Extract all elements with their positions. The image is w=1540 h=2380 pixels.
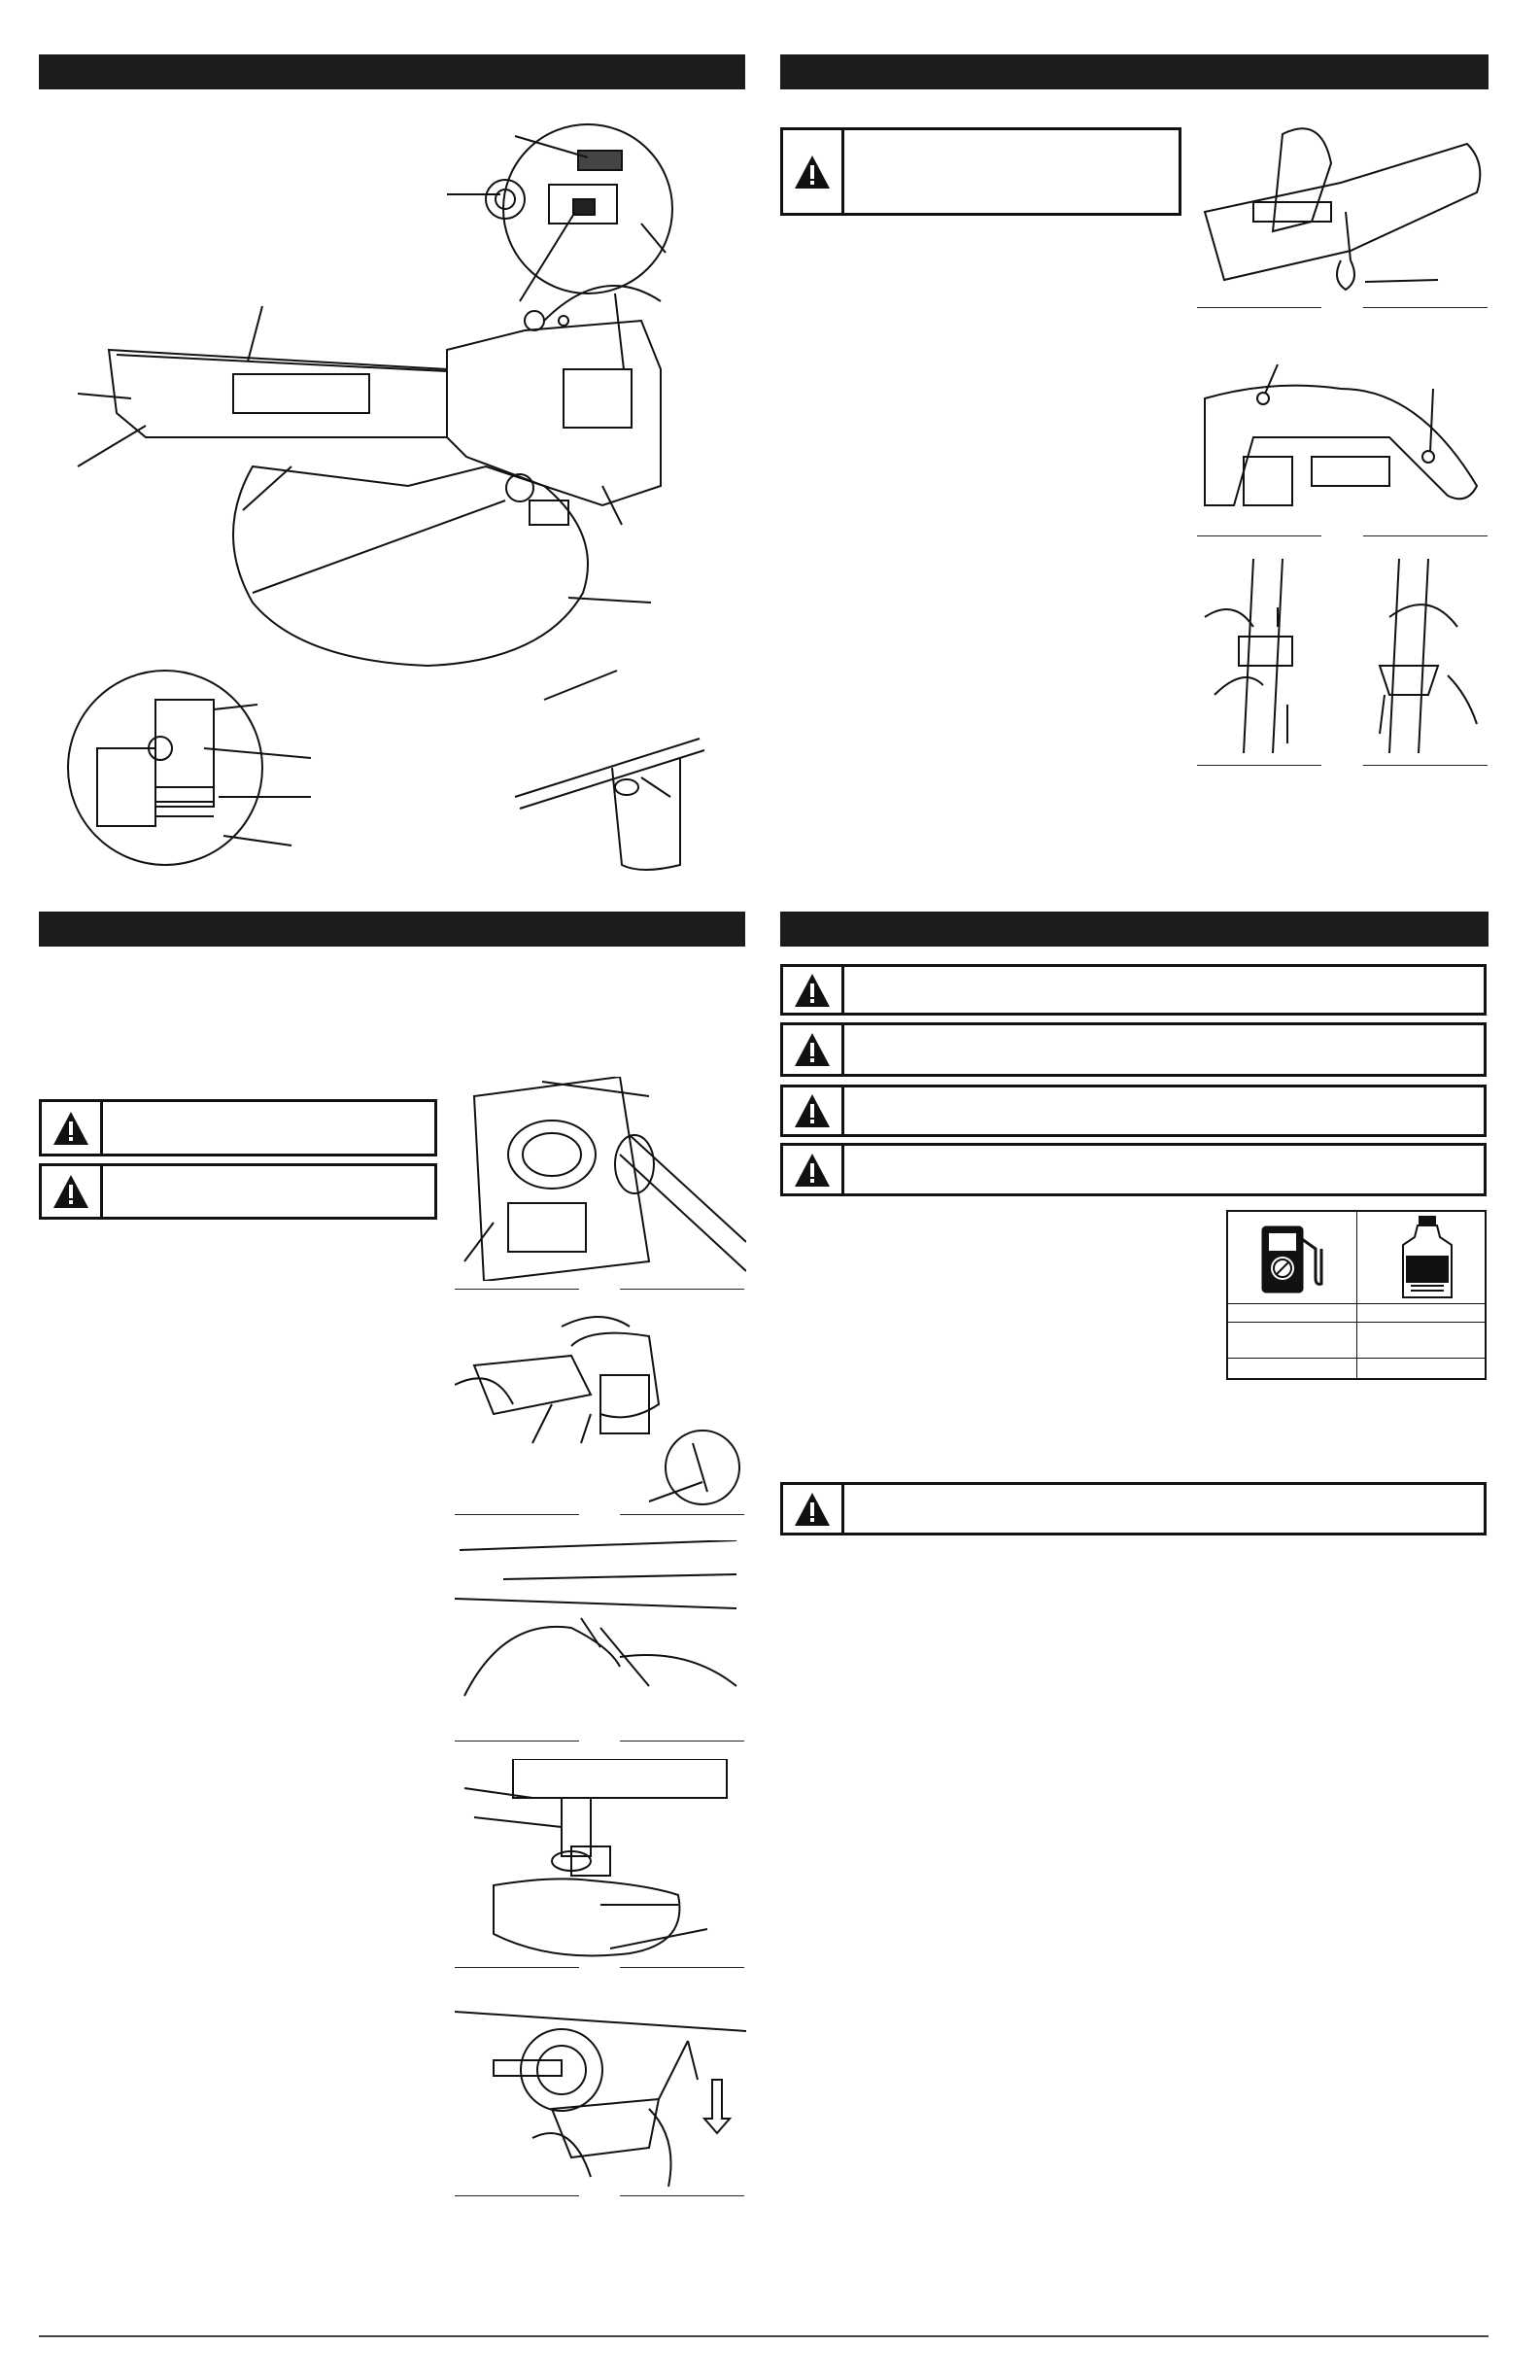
assembly-figure-3 <box>455 1540 746 1735</box>
warning-triangle-icon <box>783 1087 844 1134</box>
table-row-divider <box>1228 1322 1485 1323</box>
assembly-figure-4 <box>455 1759 746 1963</box>
figure-caption-rule <box>1197 535 1321 536</box>
warning-box-fuel-5 <box>780 1482 1487 1535</box>
assembly-figure-2 <box>455 1307 746 1511</box>
figure-caption-rule <box>455 1967 579 1968</box>
footer-rule <box>39 2335 1489 2337</box>
figure-caption-rule <box>1197 307 1321 308</box>
warning-box-assembly-2 <box>39 1163 437 1220</box>
figure-caption-rule <box>620 2195 744 2196</box>
figure-caption-rule <box>620 1741 744 1742</box>
table-row-divider <box>1228 1358 1485 1359</box>
strap-figure-1 <box>1195 105 1487 299</box>
fuel-mix-table <box>1226 1210 1487 1380</box>
parts-diagram <box>58 117 748 884</box>
warning-box-fuel-4 <box>780 1143 1487 1196</box>
warning-triangle-icon <box>42 1102 103 1154</box>
warning-triangle-icon <box>783 1025 844 1074</box>
assembly-figure-5 <box>455 1992 746 2187</box>
warning-box-fuel-2 <box>780 1022 1487 1077</box>
figure-caption-rule <box>620 1514 744 1515</box>
warning-box-assembly-1 <box>39 1099 437 1156</box>
strap-figure-3 <box>1195 559 1487 758</box>
figure-caption-rule <box>1363 307 1488 308</box>
figure-caption-rule <box>455 2195 579 2196</box>
assembly-figure-1 <box>455 1077 746 1281</box>
strap-figure-2 <box>1195 360 1487 525</box>
figure-caption-rule <box>455 1514 579 1515</box>
warning-triangle-icon <box>783 1485 844 1533</box>
warning-box-fuel-3 <box>780 1085 1487 1137</box>
table-row-divider <box>1228 1303 1485 1304</box>
figure-caption-rule <box>1197 765 1321 766</box>
warning-triangle-icon <box>783 130 844 213</box>
section-header-fueling <box>780 912 1489 947</box>
section-header-parts <box>39 54 745 89</box>
figure-caption-rule <box>1363 765 1488 766</box>
table-divider <box>1356 1212 1357 1378</box>
figure-caption-rule <box>455 1289 579 1290</box>
figure-caption-rule <box>1363 535 1488 536</box>
section-header-strap <box>780 54 1489 89</box>
warning-box-fuel-1 <box>780 964 1487 1016</box>
fuel-pump-icon <box>1255 1220 1333 1297</box>
warning-box-strap <box>780 127 1181 216</box>
oil-bottle-icon <box>1393 1216 1461 1299</box>
figure-caption-rule <box>620 1967 744 1968</box>
section-header-assembly <box>39 912 745 947</box>
warning-triangle-icon <box>42 1166 103 1217</box>
figure-caption-rule <box>455 1741 579 1742</box>
figure-caption-rule <box>620 1289 744 1290</box>
warning-triangle-icon <box>783 967 844 1013</box>
warning-triangle-icon <box>783 1146 844 1193</box>
